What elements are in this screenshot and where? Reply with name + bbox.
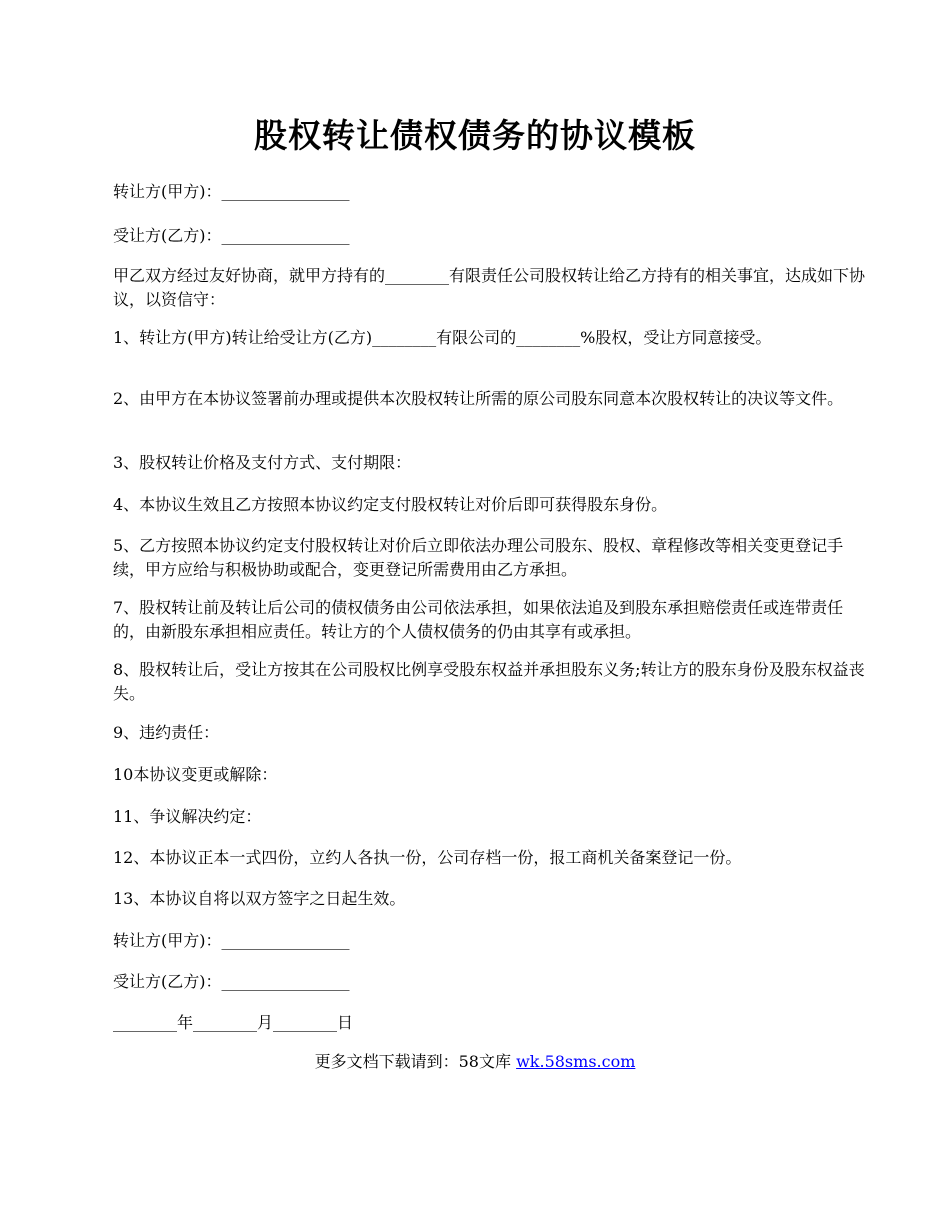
clause-2: 2、由甲方在本协议签署前办理或提供本次股权转让所需的原公司股东同意本次股权转让的决议等文件。	[113, 389, 844, 408]
clause-3: 3、股权转让价格及支付方式、支付期限：	[113, 453, 412, 472]
transferee-signature-line: 受让方(乙方)：________________	[113, 972, 350, 991]
clause-7: 7、股权转让前及转让后公司的债权债务由公司依法承担，如果依法追及到股东承担赔偿责任或连带责任的，由新股东承担相应责任。转让方的个人债权债务的仍由其享有或承担。	[113, 598, 844, 641]
clause-8: 8、股权转让后，受让方按其在公司股权比例享受股东权益并承担股东义务;转让方的股东身份及股东权益丧失。	[113, 660, 865, 703]
clause-9: 9、违约责任：	[113, 723, 220, 742]
clause-13: 13、本协议自将以双方签字之日起生效。	[113, 889, 406, 908]
footer-link[interactable]: wk.58sms.com	[516, 1052, 636, 1071]
transferor-party-line: 转让方(甲方)：________________	[113, 182, 350, 201]
transferor-signature-line: 转让方(甲方)：________________	[113, 931, 350, 950]
download-footer	[0, 1050, 950, 1074]
clause-1: 1、转让方(甲方)转让给受让方(乙方)________有限公司的________%股权，受让方同意接受。	[113, 328, 772, 347]
preamble-paragraph: 甲乙双方经过友好协商，就甲方持有的________有限责任公司股权转让给乙方持有的相关事宜，达成如下协议，以资信守：	[113, 266, 866, 309]
clause-11: 11、争议解决约定：	[113, 807, 262, 826]
clause-5: 5、乙方按照本协议约定支付股权转让对价后立即依法办理公司股东、股权、章程修改等相关变更登记手续，甲方应给与积极协助或配合，变更登记所需费用由乙方承担。	[113, 536, 844, 579]
clause-4: 4、本协议生效且乙方按照本协议约定支付股权转让对价后即可获得股东身份。	[113, 495, 668, 514]
date-line: ________年________月________日	[113, 1013, 354, 1032]
clause-10: 10本协议变更或解除：	[113, 765, 278, 784]
footer-text: 更多文档下载请到：58文库	[314, 1052, 511, 1071]
document-title: 股权转让债权债务的协议模板	[254, 116, 696, 155]
clause-12: 12、本协议正本一式四份，立约人各执一份，公司存档一份，报工商机关备案登记一份。	[113, 848, 742, 867]
transferee-party-line: 受让方(乙方)：________________	[113, 226, 350, 245]
